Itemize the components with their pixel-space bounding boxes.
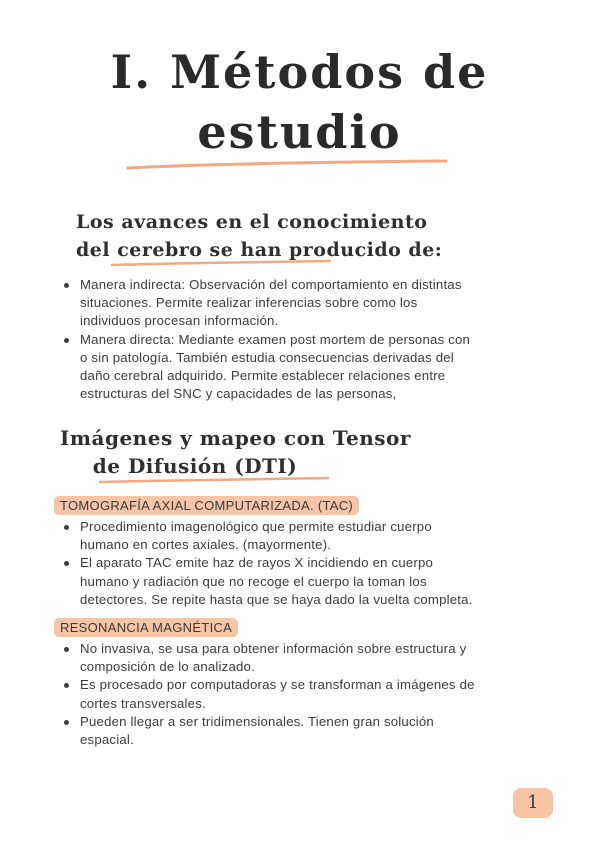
list-item: Es procesado por computadoras y se transforman a imágenes de cortes transversales. <box>58 676 538 712</box>
page-title-line2: estudio <box>197 105 402 159</box>
rm-list <box>58 640 538 749</box>
list-item: Manera indirecta: Observación del comportamiento en distintas situaciones. Permite realizar inferencias sobre como los individuos procesan información. <box>58 276 538 331</box>
section-heading-line2: de Difusión (DTI) <box>92 454 298 478</box>
section-heading-imagenes <box>60 424 411 480</box>
section-heading-underline <box>98 474 330 486</box>
tac-list <box>58 518 538 609</box>
page-title-line1: I. Métodos de <box>110 45 489 99</box>
list-item: No invasiva, se usa para obtener información sobre estructura y composición de lo analizado. <box>58 640 538 676</box>
list-item: Pueden llegar a ser tridimensionales. Tienen gran solución espacial. <box>58 713 538 749</box>
section-heading-line2: del cerebro se han producido de: <box>76 239 443 261</box>
page-number: 1 <box>513 788 553 818</box>
tac-label: TOMOGRAFÍA AXIAL COMPUTARIZADA. (TAC) <box>54 496 359 515</box>
section-heading-underline <box>110 257 332 269</box>
section-heading-avances <box>76 208 442 264</box>
rm-label: RESONANCIA MAGNÉTICA <box>54 618 238 637</box>
section-heading-line1: Los avances en el conocimiento <box>76 211 428 233</box>
list-item: Procedimiento imagenológico que permite estudiar cuerpo humano en cortes axiales. (mayormente). <box>58 518 538 554</box>
list-item: El aparato TAC emite haz de rayos X incidiendo en cuerpo humano y radiación que no recoge el cuerpo la toman los detectores. Se repite hasta que se haya dado la vuelta completa. <box>58 554 538 609</box>
list-item: Manera directa: Mediante examen post mortem de personas con o sin patología. También estudia consecuencias derivadas del daño cerebral adquirido. Permite establecer relaciones entre estructuras del SNC y capacidades de las personas, <box>58 331 538 404</box>
methods-list <box>58 276 538 403</box>
section-heading-line1: Imágenes y mapeo con Tensor <box>60 426 411 450</box>
title-underline <box>126 158 448 172</box>
